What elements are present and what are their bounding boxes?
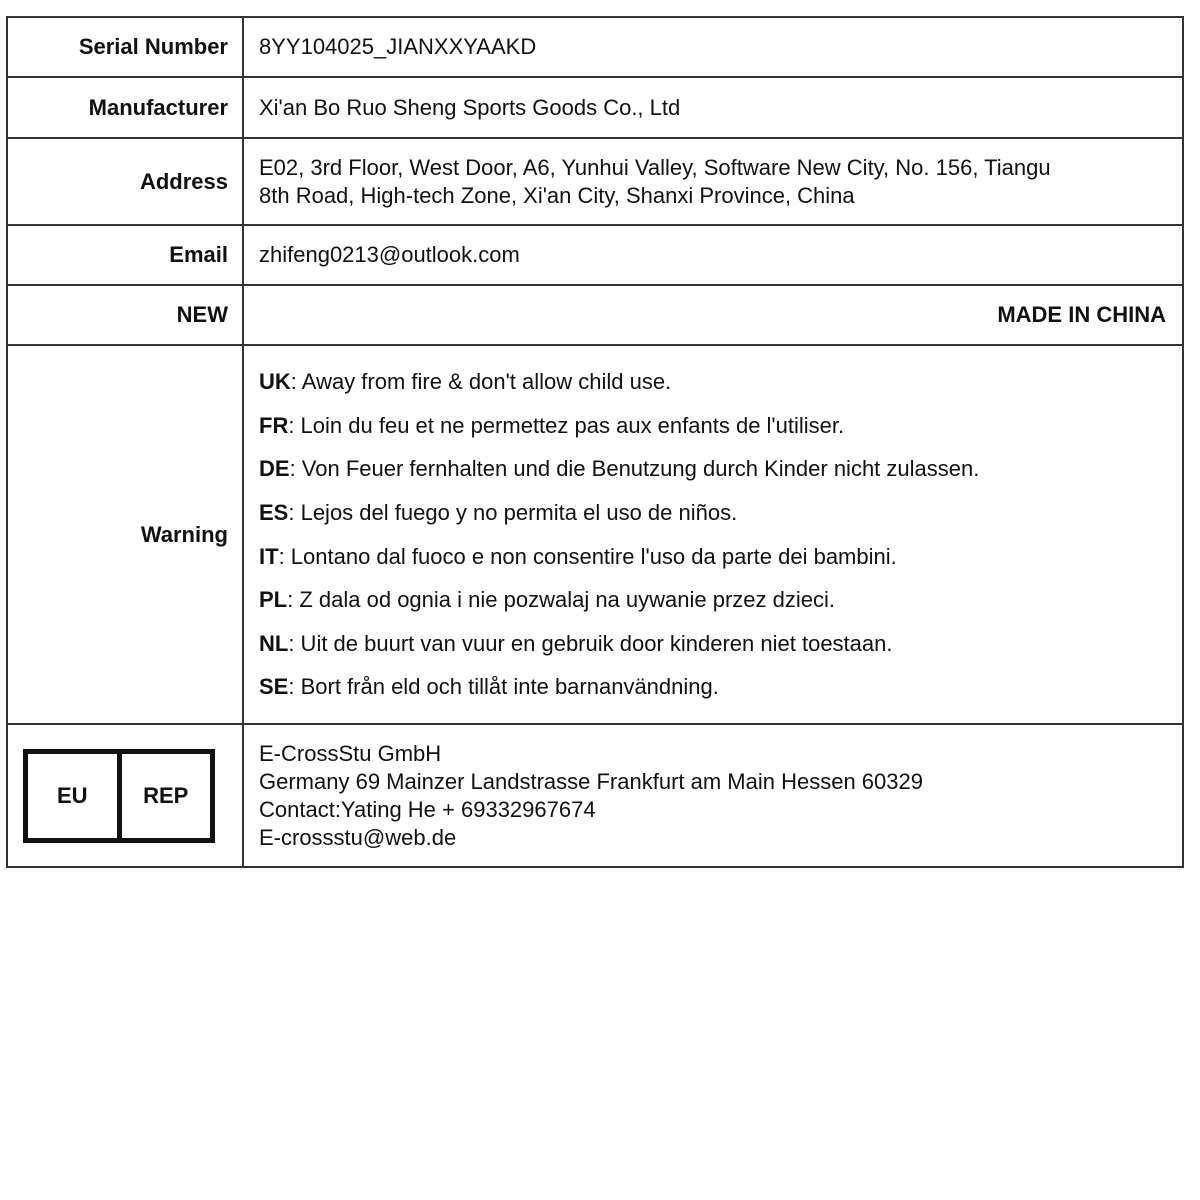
eu-rep-details (243, 724, 1183, 867)
product-info-table (6, 16, 1184, 868)
language-code: NL (259, 630, 289, 656)
eu-rep-symbol (23, 749, 215, 843)
language-code: IT (259, 543, 279, 569)
address-label: Address (7, 138, 243, 225)
warning-row (7, 345, 1183, 724)
eu-rep-symbol-cell (7, 724, 243, 867)
language-code: DE (259, 456, 290, 482)
language-code: UK (259, 369, 291, 395)
language-code: PL (259, 587, 288, 613)
address-value (243, 138, 1183, 225)
eu-rep-email: E-crossstu@web.de (259, 824, 457, 850)
warning-text: : Away from fire & don't allow child use. (290, 369, 672, 395)
manufacturer-value: Xi'an Bo Ruo Sheng Sports Goods Co., Ltd (243, 77, 1183, 138)
eu-rep-symbol-eu: EU (28, 754, 122, 838)
warning-item (259, 665, 1166, 709)
serial-number-value: 8YY104025_JIANXXYAAKD (243, 17, 1183, 77)
address-line-1: E02, 3rd Floor, West Door, A6, Yunhui Valley, Software New City, No. 156, Tiangu (259, 154, 1051, 180)
serial-number-row (7, 17, 1183, 77)
warning-item (259, 535, 1166, 579)
eu-rep-row (7, 724, 1183, 867)
warning-item (259, 578, 1166, 622)
warning-item (259, 491, 1166, 535)
eu-rep-address: Germany 69 Mainzer Landstrasse Frankfurt am Main Hessen 60329 (259, 768, 923, 794)
language-code: FR (259, 412, 289, 438)
warning-text: : Von Feuer fernhalten und die Benutzung durch Kinder nicht zulassen. (289, 456, 980, 482)
warning-text: : Bort från eld och tillåt inte barnanvändning. (288, 674, 719, 700)
origin-value: MADE IN CHINA (243, 285, 1183, 345)
warning-item (259, 622, 1166, 666)
warning-text: : Lontano dal fuoco e non consentire l'uso da parte dei bambini. (278, 543, 897, 569)
warning-item (259, 404, 1166, 448)
warning-item (259, 360, 1166, 404)
warning-text: : Uit de buurt van vuur en gebruik door kinderen niet toestaan. (288, 630, 893, 656)
manufacturer-row (7, 77, 1183, 138)
condition-row (7, 285, 1183, 345)
language-code: SE (259, 674, 289, 700)
eu-rep-company: E-CrossStu GmbH (259, 740, 442, 766)
serial-number-label: Serial Number (7, 17, 243, 77)
warning-label: Warning (7, 345, 243, 724)
email-value: zhifeng0213@outlook.com (243, 225, 1183, 285)
address-row (7, 138, 1183, 225)
warning-text: : Loin du feu et ne permettez pas aux enfants de l'utiliser. (288, 412, 845, 438)
warning-text: : Lejos del fuego y no permita el uso de niños. (288, 499, 738, 525)
warning-item (259, 447, 1166, 491)
warning-list (243, 345, 1183, 724)
warning-text: : Z dala od ognia i nie pozwalaj na uywanie przez dzieci. (287, 587, 835, 613)
address-line-2: 8th Road, High-tech Zone, Xi'an City, Shanxi Province, China (259, 182, 855, 208)
manufacturer-label: Manufacturer (7, 77, 243, 138)
language-code: ES (259, 499, 289, 525)
eu-rep-contact: Contact:Yating He + 69332967674 (259, 796, 596, 822)
condition-label: NEW (7, 285, 243, 345)
email-label: Email (7, 225, 243, 285)
eu-rep-symbol-rep: REP (143, 782, 189, 808)
email-row (7, 225, 1183, 285)
